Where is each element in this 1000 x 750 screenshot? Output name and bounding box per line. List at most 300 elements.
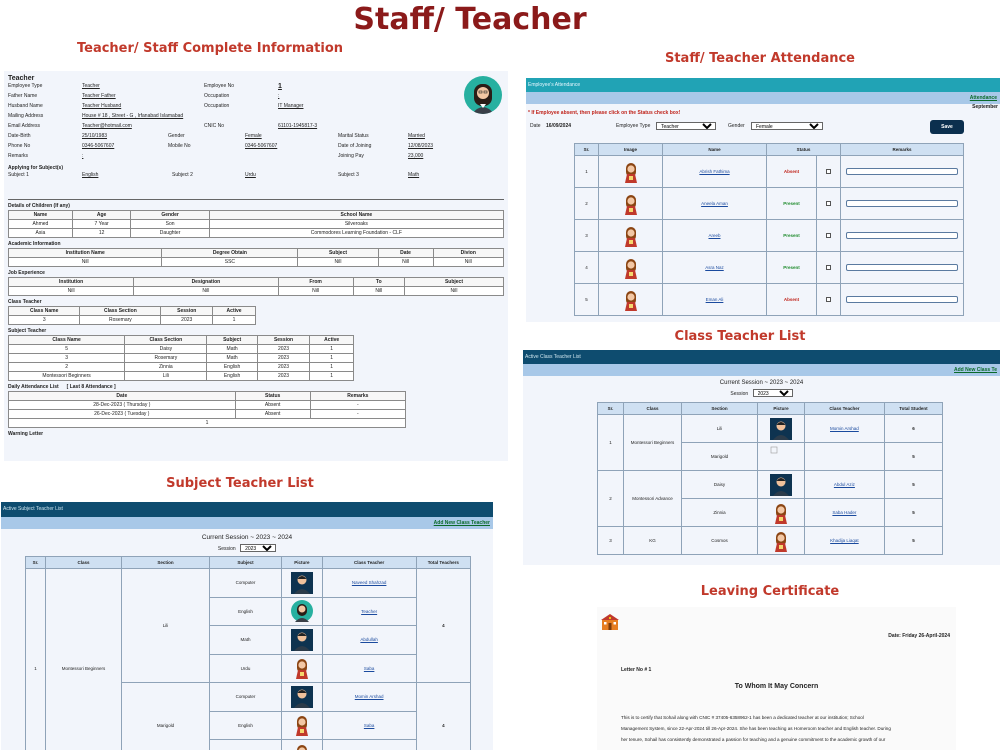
female-teacher-avatar — [620, 161, 642, 183]
status-checkbox[interactable] — [826, 233, 831, 238]
profile-value: Teacher Husband — [82, 103, 122, 109]
class-cell: Montessori Beginners — [46, 569, 122, 750]
add-new-subject-teacher-link[interactable]: Add New Class Teacher — [433, 520, 490, 526]
column-header: Class — [624, 403, 682, 415]
certificate-body-line-3: her tenure, Sohail has consistently demonstrated a passion for teaching and a genuine commitment to the academic growth of our — [621, 737, 886, 742]
sr-cell: 2 — [598, 471, 624, 527]
subjects-heading: Applying for Subject(s) — [8, 165, 63, 171]
female-teacher-avatar — [620, 225, 642, 247]
table-cell: Silveroaks — [209, 220, 503, 229]
table-row — [9, 316, 256, 325]
table-row — [9, 372, 354, 381]
status-text: Present — [767, 220, 817, 252]
subject-teacher-link[interactable]: Saba — [322, 654, 416, 683]
female-teacher-avatar — [620, 193, 642, 215]
profile-panel — [4, 71, 508, 461]
section-title-attendance: Staff/ Teacher Attendance — [664, 51, 856, 66]
class-teacher-table — [8, 306, 256, 325]
table-row — [9, 287, 504, 296]
column-header: Institution Name — [9, 249, 162, 258]
subject-cell: Computer — [210, 569, 282, 598]
column-header: Class Teacher — [804, 403, 884, 415]
profile-value: IT Manager — [278, 103, 304, 109]
sr-cell: 5 — [575, 284, 599, 316]
profile-heading: Teacher — [8, 75, 35, 82]
children-heading: Details of Children (If any) — [8, 203, 70, 209]
table-cell: Nill — [404, 287, 503, 296]
subject-teacher-link[interactable]: Teacher — [322, 597, 416, 626]
remarks-input[interactable] — [846, 296, 958, 303]
profile-label: Husband Name — [8, 103, 43, 109]
remarks-input[interactable] — [846, 264, 958, 271]
subject-cell: English — [210, 711, 282, 740]
table-cell: Zinnia — [125, 363, 207, 372]
profile-value: House # 18 , Street - G , Irfanabad Islamabad — [82, 113, 184, 119]
class-teacher-link[interactable]: Abdul Aziz — [804, 471, 884, 499]
column-header: Status — [767, 144, 841, 156]
employee-name-link[interactable]: Asra Naz — [663, 252, 767, 284]
picture-cell — [758, 471, 805, 499]
subject-value: English — [82, 172, 99, 178]
male-teacher-avatar — [770, 474, 792, 496]
class-session-title: Current Session ~ 2023 ~ 2024 — [719, 380, 804, 386]
date-value[interactable]: 16/09/2024 — [546, 123, 572, 129]
warning-letter-heading: Warning Letter — [8, 431, 44, 437]
sr-cell: 4 — [575, 252, 599, 284]
section-title-class-list: Class Teacher List — [674, 329, 806, 344]
profile-label: Mailing Address — [8, 113, 44, 119]
employee-name-link[interactable]: Areeb — [663, 220, 767, 252]
section-cell: Lili — [682, 415, 758, 443]
picture-cell — [282, 597, 323, 626]
total-student-cell: 5 — [884, 471, 942, 499]
sr-cell: 3 — [575, 220, 599, 252]
total-student-cell: 6 — [884, 415, 942, 443]
total-student-cell: 5 — [884, 443, 942, 471]
profile-value: : — [82, 153, 84, 159]
profile-label: Email Address — [8, 123, 40, 129]
status-checkbox-cell — [817, 188, 841, 220]
male-teacher-avatar — [291, 686, 313, 708]
table-cell: Rosemary — [80, 316, 161, 325]
employee-name-link[interactable]: Abrish Fathima — [663, 156, 767, 188]
picture-cell — [282, 711, 323, 740]
certificate-body-line-1: This is to certify that Sohail along with CNIC # 37405-6358962-1 has been a dedicated teacher at our institution; School — [621, 715, 864, 720]
subject-cell: English — [210, 597, 282, 626]
column-header: Subject — [210, 557, 282, 569]
section-cell: Zinnia — [682, 499, 758, 527]
status-checkbox-cell — [817, 252, 841, 284]
broken-image-icon — [770, 446, 792, 468]
add-new-class-teacher-link[interactable]: Add New Class Te — [954, 367, 997, 373]
class-cell: KG — [624, 527, 682, 555]
attendance-table — [574, 143, 964, 316]
class-cell: Montessori Beginners — [624, 415, 682, 471]
table-row — [598, 471, 943, 499]
column-header: Remarks — [841, 144, 964, 156]
column-header: Gender — [131, 211, 209, 220]
female-teacher-avatar — [770, 502, 792, 524]
column-header: Sr. — [575, 144, 599, 156]
table-cell: 28-Dec-2023 ( Thursday ) — [9, 401, 236, 410]
column-header: Subject — [298, 249, 378, 258]
column-header: Section — [122, 557, 210, 569]
leaving-certificate-panel — [597, 607, 956, 750]
table-row — [9, 220, 504, 229]
remarks-input[interactable] — [846, 168, 958, 175]
column-header: Name — [9, 211, 73, 220]
column-header: Active — [310, 336, 354, 345]
section-cell: Lili — [122, 569, 210, 683]
subject-teacher-link[interactable] — [322, 740, 416, 750]
column-header: Total Student — [884, 403, 942, 415]
class-teacher-link[interactable]: Momin Arshad — [804, 415, 884, 443]
section-cell: Cosmos — [682, 527, 758, 555]
picture-cell — [758, 415, 805, 443]
subject-list-header: Active Subject Teacher List — [1, 502, 493, 517]
employee-name-link[interactable]: Eman Ali — [663, 284, 767, 316]
table-row — [26, 569, 471, 598]
male-teacher-avatar — [291, 629, 313, 651]
profile-value: 12/08/2023 — [408, 143, 434, 149]
section-title-info: Teacher/ Staff Complete Information — [76, 41, 344, 56]
profile-value: Teacher@hotmail.com — [82, 123, 132, 129]
female-teacher-avatar — [770, 530, 792, 552]
attendance-note: * If Employee absent, then please click on the Status check box! — [528, 110, 681, 116]
letter-number: Letter No # 1 — [621, 667, 652, 673]
subject-label: Subject 1 — [8, 172, 29, 178]
picture-cell — [282, 569, 323, 598]
column-header: Subject — [404, 278, 503, 287]
status-text: Present — [767, 252, 817, 284]
profile-value: Teacher Father — [82, 93, 116, 99]
picture-cell — [599, 220, 663, 252]
attendance-filters — [526, 120, 1000, 134]
picture-cell — [758, 443, 805, 471]
class-teacher-table — [597, 402, 943, 555]
table-cell: Math — [207, 345, 257, 354]
job-experience-table — [8, 277, 504, 296]
subject-teacher-heading: Subject Teacher — [8, 328, 47, 334]
job-experience-heading: Job Experience — [8, 270, 45, 276]
profile-value: : — [278, 93, 280, 99]
class-session-label: Session — [730, 391, 749, 397]
picture-cell — [599, 188, 663, 220]
table-row — [575, 284, 964, 316]
table-cell: 2023 — [257, 372, 310, 381]
employee-type-label: Employee Type — [616, 123, 651, 129]
table-cell: 2023 — [257, 354, 310, 363]
profile-value: 25/10/1983 — [82, 133, 108, 139]
table-cell: 1 — [310, 363, 354, 372]
table-cell: Math — [207, 354, 257, 363]
subject-label: Subject 3 — [338, 172, 359, 178]
profile-label: Phone No — [8, 143, 31, 149]
class-teacher-link[interactable]: Saba Hader — [804, 499, 884, 527]
class-teacher-link[interactable] — [804, 443, 884, 471]
column-header: Degree Obtain — [162, 249, 298, 258]
table-cell: Absent — [235, 401, 310, 410]
subject-teacher-table — [8, 335, 354, 381]
table-cell: Nill — [298, 258, 378, 267]
column-header: Remarks — [310, 392, 405, 401]
class-teacher-link[interactable]: Khadija Liaqat — [804, 527, 884, 555]
table-row — [9, 363, 354, 372]
table-cell: 12 — [72, 229, 131, 238]
profile-label: Mobile No — [168, 143, 191, 149]
certificate-date: Date: Friday 26-April-2024 — [888, 633, 950, 639]
table-cell: 2023 — [161, 316, 213, 325]
female-teacher-avatar — [291, 714, 313, 736]
attendance-link[interactable]: Attendance — [969, 95, 997, 101]
class-cell: Montessori Advance — [624, 471, 682, 527]
status-checkbox[interactable] — [826, 265, 831, 270]
male-teacher-avatar — [770, 418, 792, 440]
status-text: Absent — [767, 284, 817, 316]
profile-tables — [8, 203, 504, 437]
column-header: Image — [599, 144, 663, 156]
table-row — [9, 354, 354, 363]
subject-teacher-link[interactable]: Abdullah — [322, 626, 416, 655]
status-checkbox[interactable] — [826, 297, 831, 302]
profile-value: 61101-1945817-3 — [278, 123, 318, 129]
profile-value: Teacher — [82, 83, 100, 89]
table-cell: Nill — [433, 258, 503, 267]
female-teacher-avatar — [291, 600, 313, 622]
picture-cell — [599, 156, 663, 188]
profile-value: Female — [245, 133, 262, 139]
section-title-leaving: Leaving Certificate — [700, 584, 840, 599]
academic-heading: Academic Information — [8, 241, 61, 247]
column-header: Date — [9, 392, 236, 401]
certificate-body-line-2: Management System, since 22-Apr-2024 till 26-Apr-2024. She has been teaching as Homeroom teacher and English teacher. During — [621, 726, 891, 731]
picture-cell — [282, 654, 323, 683]
profile-label: Occupation — [204, 93, 230, 99]
daily-attendance-heading: Daily Attendance List [ Last 8 Attendance ] — [8, 384, 116, 390]
children-table — [8, 210, 504, 238]
table-row — [9, 258, 504, 267]
subject-session-title: Current Session ~ 2023 ~ 2024 — [201, 534, 293, 541]
remarks-cell — [841, 284, 964, 316]
status-checkbox[interactable] — [826, 201, 831, 206]
subject-cell: Computer — [210, 683, 282, 712]
table-cell: Ahmed — [9, 220, 73, 229]
table-cell: English — [207, 372, 257, 381]
table-cell: - — [310, 410, 405, 419]
status-text: Present — [767, 188, 817, 220]
employee-type-select[interactable] — [656, 122, 716, 130]
table-cell: Absent — [235, 410, 310, 419]
profile-value: 0346-5067607 — [245, 143, 278, 149]
profile-field-row — [8, 142, 504, 152]
class-teacher-heading: Class Teacher — [8, 299, 42, 305]
subjects-row — [8, 171, 504, 179]
table-cell: Nill — [134, 287, 278, 296]
column-header: Picture — [758, 403, 805, 415]
attendance-month: September — [972, 104, 998, 110]
column-header: Institution — [9, 278, 134, 287]
remarks-input[interactable] — [846, 200, 958, 207]
table-cell: Montessori Beginners — [9, 372, 125, 381]
remarks-cell — [841, 220, 964, 252]
table-cell: Nill — [378, 258, 433, 267]
table-cell: 2023 — [257, 363, 310, 372]
attendance-header: Employee's Attendance — [526, 78, 1000, 92]
column-header: Designation — [134, 278, 278, 287]
subject-cell: Math — [210, 626, 282, 655]
profile-value: 1 — [278, 83, 282, 90]
female-teacher-avatar — [620, 257, 642, 279]
table-cell: 3 — [9, 316, 80, 325]
class-list-header: Active Class Teacher List — [523, 350, 1000, 364]
table-row — [598, 527, 943, 555]
profile-field-row — [8, 92, 504, 102]
subject-teacher-link[interactable]: Saba — [322, 711, 416, 740]
column-header: Divion — [433, 249, 503, 258]
profile-label: Father Name — [8, 93, 38, 99]
section-cell: Daisy — [682, 471, 758, 499]
male-teacher-avatar — [291, 572, 313, 594]
column-header: From — [278, 278, 353, 287]
profile-label: Employee No — [204, 83, 235, 89]
save-button[interactable]: Save — [930, 120, 964, 134]
class-session-select[interactable] — [753, 389, 793, 397]
picture-cell — [599, 252, 663, 284]
sr-cell: 1 — [598, 415, 624, 471]
total-student-cell: 5 — [884, 527, 942, 555]
pagination[interactable]: 1 — [9, 419, 406, 428]
subject-session-label: Session — [217, 546, 236, 552]
status-checkbox-cell — [817, 156, 841, 188]
status-checkbox-cell — [817, 220, 841, 252]
table-row — [9, 229, 504, 238]
female-teacher-avatar — [620, 289, 642, 311]
picture-cell — [282, 683, 323, 712]
sr-cell: 1 — [575, 156, 599, 188]
subject-teacher-table — [25, 556, 471, 750]
picture-cell — [282, 740, 323, 750]
column-header: Session — [161, 307, 213, 316]
table-cell: 7 Year — [72, 220, 131, 229]
column-header: Class Teacher — [322, 557, 416, 569]
table-row — [575, 220, 964, 252]
profile-field-row — [8, 122, 504, 132]
table-cell: Nill — [278, 287, 353, 296]
subject-session-select[interactable] — [240, 544, 276, 552]
column-header: Class Section — [80, 307, 161, 316]
table-row — [598, 415, 943, 443]
column-header: Sr. — [598, 403, 624, 415]
page-title: Staff/ Teacher — [353, 2, 587, 37]
table-cell: Nill — [9, 287, 134, 296]
gender-select[interactable] — [751, 122, 823, 130]
total-student-cell: 5 — [884, 499, 942, 527]
table-cell: Commodores Learning Foundation - CLF — [209, 229, 503, 238]
profile-label: Employee Type — [8, 83, 43, 89]
profile-photo-avatar — [464, 76, 502, 114]
remarks-cell — [841, 188, 964, 220]
subject-cell — [210, 740, 282, 750]
table-cell: 1 — [310, 372, 354, 381]
status-checkbox-cell — [817, 284, 841, 316]
profile-field-row — [8, 102, 504, 112]
female-teacher-avatar — [291, 657, 313, 679]
subject-teacher-link[interactable]: Momin Arshad — [322, 683, 416, 712]
section-title-subject-list: Subject Teacher List — [166, 476, 314, 491]
table-cell: - — [310, 401, 405, 410]
column-header: Class Name — [9, 336, 125, 345]
profile-value: 0346-5067607 — [82, 143, 115, 149]
column-header: Class Name — [9, 307, 80, 316]
table-cell: SSC — [162, 258, 298, 267]
table-cell: 1 — [310, 345, 354, 354]
table-cell: Nill — [353, 287, 404, 296]
table-row — [9, 410, 406, 419]
gender-label: Gender — [728, 123, 745, 129]
class-list-panel — [523, 350, 1000, 565]
profile-label: Gender — [168, 133, 185, 139]
subject-teacher-link[interactable]: Naveed Shahzad — [322, 569, 416, 598]
table-row — [575, 188, 964, 220]
section-cell: Marigold — [122, 683, 210, 750]
table-cell: 1 — [213, 316, 256, 325]
total-teachers-cell: 4 — [416, 569, 470, 683]
column-header: Subject — [207, 336, 257, 345]
column-header: Section — [682, 403, 758, 415]
table-row — [575, 252, 964, 284]
table-cell: 5 — [9, 345, 125, 354]
remarks-input[interactable] — [846, 232, 958, 239]
total-teachers-cell: 4 — [416, 683, 470, 750]
column-header: Class — [46, 557, 122, 569]
picture-cell — [282, 626, 323, 655]
remarks-cell — [841, 156, 964, 188]
column-header: School Name — [209, 211, 503, 220]
profile-label: CNIC No — [204, 123, 225, 129]
table-cell: Daisy — [125, 345, 207, 354]
picture-cell — [758, 527, 805, 555]
profile-field-row — [8, 152, 504, 162]
profile-label: Joining Pay — [338, 153, 364, 159]
column-header: Session — [257, 336, 310, 345]
column-header: Picture — [282, 557, 323, 569]
table-cell: English — [207, 363, 257, 372]
subject-list-panel — [1, 502, 493, 750]
section-cell: Marigold — [682, 443, 758, 471]
table-cell: Asia — [9, 229, 73, 238]
employee-name-link[interactable]: Aneela Aman — [663, 188, 767, 220]
table-row — [9, 345, 354, 354]
column-header: Name — [663, 144, 767, 156]
profile-field-row — [8, 82, 504, 92]
column-header: Age — [72, 211, 131, 220]
profile-field-row — [8, 132, 504, 142]
table-cell: Son — [131, 220, 209, 229]
column-header: Active — [213, 307, 256, 316]
status-checkbox[interactable] — [826, 169, 831, 174]
table-cell: Lili — [125, 372, 207, 381]
daily-attendance-table — [8, 391, 406, 428]
subject-value: Math — [408, 172, 420, 178]
column-header: Total Teachers — [416, 557, 470, 569]
picture-cell — [599, 284, 663, 316]
profile-field-row — [8, 112, 504, 122]
attendance-panel — [526, 78, 1000, 322]
profile-value: Married — [408, 133, 425, 139]
profile-value: 23,000 — [408, 153, 424, 159]
academic-table — [8, 248, 504, 267]
school-building-icon — [600, 613, 620, 636]
